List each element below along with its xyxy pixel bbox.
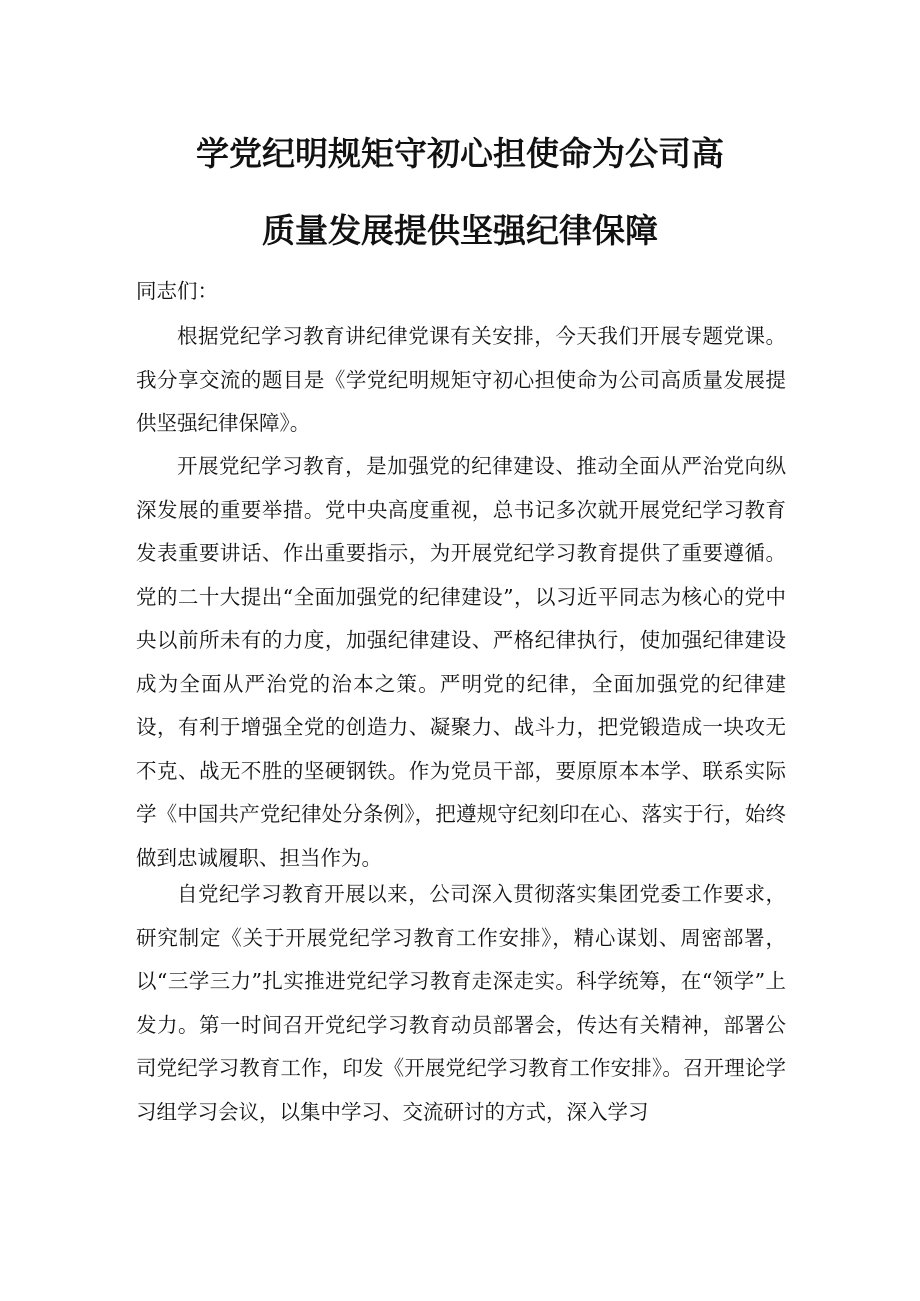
salutation: 同志们： — [136, 279, 218, 303]
paragraph-2: 开展党纪学习教育，是加强党的纪律建设、推动全面从严治党向纵深发展的重要举措。党中央高度重视，总书记多次就开展党纪学习教育发表重要讲话、作出重要指示，为开展党纪学习教育提供了重要遵循。党的二十大提出“全面加强党的纪律建设”，以习近平同志为核心的党中央以前所未有的力度，加强纪律建设、严格纪律执行，使加强纪律建设成为全面从严治党的治本之策。严明党的纪律，全面加强党的纪律建设，有利于增强全党的创造力、凝聚力、战斗力，把党锻造成一块攻无不克、战无不胜的坚硬钢铁。作为党员干部，要原原本本学、联系实际学《中国共产党纪律处分条例》，把遵规守纪刻印在心、落实于行，始终做到忠诚履职、担当作为。 — [136, 454, 786, 870]
paragraph-3: 自党纪学习教育开展以来，公司深入贯彻落实集团党委工作要求，研究制定《关于开展党纪学习教育工作安排》，精心谋划、周密部署，以“三学三力”扎实推进党纪学习教育走深走实。科学统筹，在“领学”上发力。第一时间召开党纪学习教育动员部署会，传达有关精神，部署公司党纪学习教育工作，印发《开展党纪学习教育工作安排》。召开理论学习组学习会议，以集中学习、交流研讨的方式，深入学习 — [136, 882, 786, 1124]
paragraph-1: 根据党纪学习教育讲纪律党课有关安排，今天我们开展专题党课。我分享交流的题目是《学党纪明规矩守初心担使命为公司高质量发展提供坚强纪律保障》。 — [136, 324, 786, 435]
document-title-line-2: 质量发展提供坚强纪律保障 — [262, 211, 658, 250]
document-title-line-1: 学党纪明规矩守初心担使命为公司高 — [196, 134, 724, 173]
